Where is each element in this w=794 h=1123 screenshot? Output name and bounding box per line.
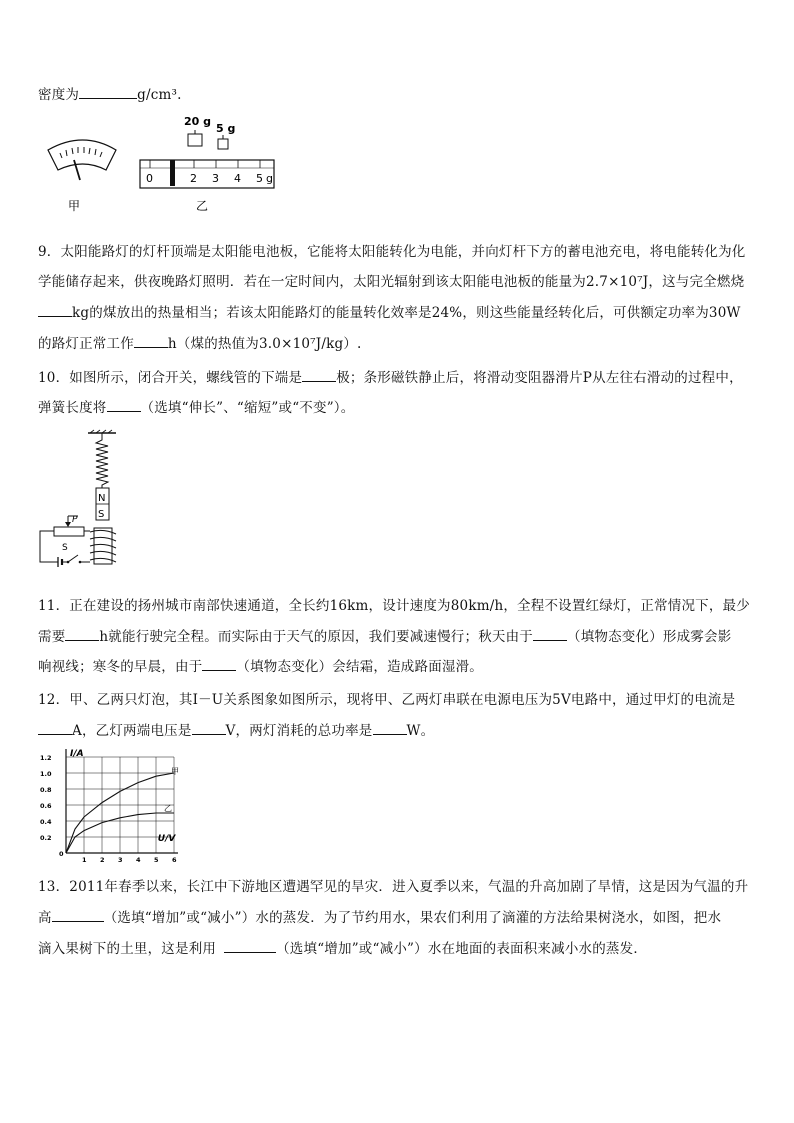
label-jia: 甲 [68,199,81,213]
q11-line3b: （填物态变化）会结霜，造成路面湿滑。 [236,659,484,675]
answer-blank[interactable] [302,369,336,382]
answer-blank[interactable] [533,628,567,641]
answer-blank[interactable] [38,722,72,735]
density-line [38,83,182,103]
y-tick-label: 1.2 [40,754,52,762]
density-prefix: 密度为 [38,87,80,103]
ceiling-support [88,430,116,433]
ruler-tick: 0 [146,172,153,185]
q9-line2: 学能储存起来，供夜晚路灯照明．若在一定时间内，太阳光辐射到该太阳能电池板的能量为2.7×10⁷J，这与完全燃烧 [38,274,745,290]
switch-s-label: S [62,543,68,553]
x-tick-label: 6 [172,856,177,864]
x-axis-title: U/V [157,834,176,844]
ruler-tick: 3 [212,172,219,185]
q12-line2 [38,719,434,739]
answer-blank[interactable] [79,86,137,99]
q13-line3a: 滴入果树下的土里，这是利用 [38,941,217,957]
q13-line2b: （选填“增加”或“减小”）水的蒸发．为了节约用水，果农们利用了滴灌的方法给果树浇水，如图，把水 [103,910,722,926]
answer-blank[interactable] [373,722,407,735]
rheostat [54,515,84,536]
answer-blank[interactable] [224,940,276,953]
switch-icon [62,543,81,563]
solenoid-coil [90,528,116,564]
q10-line1b: 极；条形磁铁静止后，将滑动变阻器滑片P从左往右滑动的过程中， [336,370,743,386]
q11-line2a: 需要 [38,629,66,645]
weight-5g-label: 5 g [216,122,236,135]
y-tick-label: 0.2 [40,834,52,842]
ruler-tick: g [266,172,273,185]
y-tick-label: 0.8 [40,786,52,794]
q9-line3 [38,301,741,321]
series-label: 甲 [171,767,179,776]
x-tick-label: 1 [82,856,87,864]
answer-blank[interactable] [65,628,99,641]
balance-figure [38,110,288,215]
q10-line2 [38,396,354,416]
answer-blank[interactable] [192,722,226,735]
scale-dial [48,140,116,180]
y-axis-title: I/A [70,749,84,759]
ruler-tick: 2 [190,172,197,185]
iu-chart [38,745,178,865]
q10-line2a: 弹簧长度将 [38,400,107,416]
solenoid-figure [36,430,136,572]
origin-label: 0 [59,850,64,858]
series-label: 乙 [164,804,172,813]
magnet-s-label: S [98,509,105,520]
q10-line2b: （选填“伸长”、“缩短”或“不变”）。 [140,400,355,416]
q9-line1: 9．太阳能路灯的灯杆顶端是太阳能电池板，它能将太阳能转化为电能，并向灯杆下方的蓄电池充电，将电能转化为化 [38,244,746,260]
q9-line4 [38,332,362,352]
q12-line1: 12．甲、乙两只灯泡，其I－U关系图象如图所示，现将甲、乙两灯串联在电源电压为5V电路中，通过甲灯的电流是 [38,692,736,708]
q12-line2a: A，乙灯两端电压是 [72,723,192,739]
q11-line2c: （填物态变化）形成雾会影 [567,629,732,645]
x-tick-label: 5 [154,856,159,864]
answer-blank[interactable] [134,335,168,348]
q12-line2b: V，两灯消耗的总功率是 [225,723,373,739]
q12-line2c: W。 [406,723,435,739]
q13-line2a: 高 [38,910,52,926]
y-tick-label: 1.0 [40,770,52,778]
slider-p-label: P [72,515,78,525]
magnet-n-label: N [98,493,106,504]
x-tick-label: 2 [100,856,105,864]
battery-icon [58,557,62,567]
q10-line1 [38,366,743,386]
density-unit: g/cm³. [137,87,182,103]
q13-line2 [38,906,721,926]
q9-line4b: h（煤的热值为3.0×10⁷J/kg）. [167,336,362,352]
rider-marker [170,160,175,186]
q11-line2b: h就能行驶完全程。而实际由于天气的原因，我们要减速慢行；秋天由于 [99,629,533,645]
q9-line3-text: kg的煤放出的热量相当；若该太阳能路灯的能量转化效率是24%，则这些能量经转化后，可供额定功率为30W [72,305,741,321]
y-tick-label: 0.6 [40,802,52,810]
answer-blank[interactable] [107,399,141,412]
q13-line3 [38,937,647,957]
q11-line3a: 响视线；寒冬的早晨，由于 [38,659,203,675]
weight-5g-icon [218,135,228,149]
q10-line1a: 10．如图所示，闭合开关，螺线管的下端是 [38,370,303,386]
answer-blank[interactable] [202,658,236,671]
answer-blank[interactable] [52,909,104,922]
q11-line1: 11．正在建设的扬州城市南部快速通道，全长约16km，设计速度为80km/h，全程不设置红绿灯，正常情况下，最少 [38,598,750,614]
q11-line3 [38,655,483,675]
q13-line3b: （选填“增加”或“减小”）水在地面的表面积来减小水的蒸发． [276,941,648,957]
answer-blank[interactable] [38,304,72,317]
label-yi: 乙 [196,199,209,213]
ruler-tick: 4 [234,172,241,185]
x-tick-label: 3 [118,856,123,864]
q9-line4a: 的路灯正常工作 [38,336,134,352]
y-tick-label: 0.4 [40,818,52,826]
x-tick-label: 4 [136,856,141,864]
bar-magnet [96,488,109,520]
q13-line1: 13．2011年春季以来，长江中下游地区遭遇罕见的旱灾．进入夏季以来，气温的升高加剧了旱情，这是因为气温的升 [38,879,749,895]
spring-icon [96,433,108,488]
balance-ruler [140,160,274,188]
weight-20g-icon [188,130,202,146]
q11-line2 [38,625,731,645]
weight-20g-label: 20 g [184,115,212,128]
ruler-tick: 5 [256,172,263,185]
